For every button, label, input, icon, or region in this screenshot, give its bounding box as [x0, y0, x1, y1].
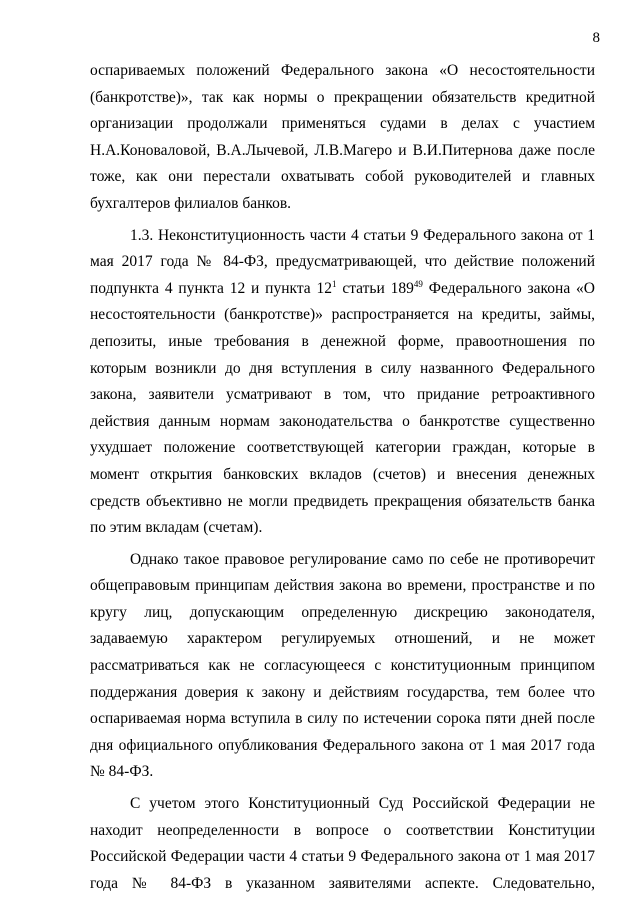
text-line: года № 84-ФЗ в указанном заявителями аспекте. Следовательно,: [90, 874, 595, 892]
text-line: оспариваемая норма вступила в силу по истечении сорока пяти дней после: [90, 710, 595, 728]
text-line: оспариваемых положений Федерального закона «О несостоятельности: [90, 62, 595, 79]
text-line: средств объективно не могли предвидеть прекращения обязательств банка: [90, 492, 595, 510]
text-line: Российской Федерации части 4 статьи 9 Федерального закона от 1 мая 2017: [90, 848, 595, 866]
text-line: по этим вкладам (счетам).: [90, 519, 263, 537]
text-span: Федерального закона «О: [422, 279, 595, 297]
text-line: бухгалтеров филиалов банков.: [90, 194, 292, 212]
text-line: общеправовым принципам действия закона во времени, пространстве и по: [90, 577, 595, 595]
text-line: Н.А.Коноваловой, В.А.Лычевой, Л.В.Магеро и В.И.Питернова даже после: [90, 141, 595, 159]
text-line: 1.3. Неконституционность части 4 статьи 9 Федерального закона от 1: [130, 226, 595, 244]
superscript: 1: [332, 278, 337, 289]
text-line: ухудшает положение соответствующей категории граждан, которые в: [90, 439, 595, 457]
superscript: 49: [413, 278, 423, 289]
text-line: момент открытия банковских вкладов (счетов) и внесения денежных: [90, 465, 595, 483]
text-line: С учетом этого Конституционный Суд Российской Федерации не: [130, 795, 595, 813]
text-line: Однако такое правовое регулирование само по себе не противоречит: [130, 550, 595, 568]
text-line: находит неопределенности в вопросе о соответствии Конституции: [90, 821, 595, 839]
paragraph-2: [90, 223, 595, 542]
text-line: которым возникли до дня вступления в силу названного Федерального: [90, 359, 595, 377]
text-line-with-superscripts: [90, 276, 595, 303]
text-line: задаваемую характером регулируемых отношений, и не может: [90, 630, 595, 648]
text-line: № 84-ФЗ.: [90, 763, 154, 781]
text-line: рассматриваться как не согласующееся с конституционным принципом: [90, 657, 595, 675]
page-number: 8: [592, 30, 600, 46]
text-line: мая 2017 года № 84-ФЗ, предусматривающей, что действие положений: [90, 253, 595, 271]
text-line: тоже, как они перестали охватывать собой руководителей и главных: [90, 168, 595, 186]
text-line: организации продолжали применяться судами в делах с участием: [90, 115, 595, 133]
text-line: дня официального опубликования Федерального закона от 1 мая 2017 года: [90, 736, 595, 754]
paragraph-4: [90, 791, 595, 897]
text-line: кругу лиц, допускающим определенную дискрецию законодателя,: [90, 603, 595, 621]
paragraph-3: [90, 547, 595, 786]
text-line: депозиты, иные требования в денежной форме, правоотношения по: [90, 332, 595, 350]
text-line: несостоятельности (банкротстве)» распространяется на кредиты, займы,: [90, 306, 595, 324]
text-line: закона, заявители усматривают в том, что придание ретроактивного: [90, 386, 595, 404]
text-span: подпункта 4 пункта 12 и пункта 12: [90, 279, 333, 297]
text-span: статьи 189: [336, 279, 414, 297]
document-body: [90, 58, 595, 897]
text-line: действия данным нормам законодательства о банкротстве существенно: [90, 412, 595, 430]
paragraph-1: [90, 58, 595, 218]
text-line: поддержания доверия к закону и действиям государства, тем более что: [90, 683, 595, 701]
text-line: (банкротстве)», так как нормы о прекращении обязательств кредитной: [90, 88, 595, 106]
